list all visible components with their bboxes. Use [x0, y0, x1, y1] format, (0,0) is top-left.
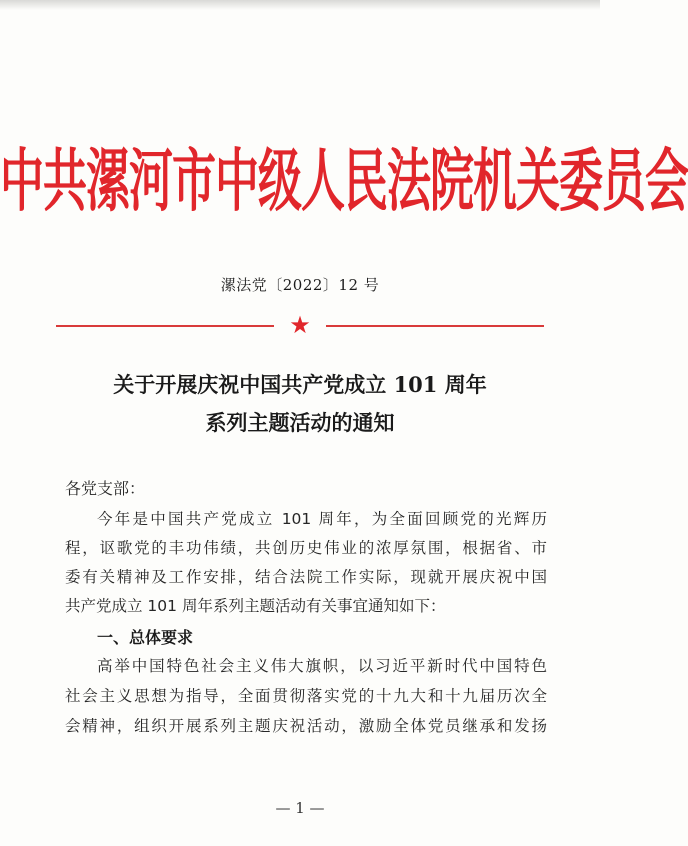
page-number: — 1 — — [275, 799, 325, 817]
red-divider — [56, 311, 544, 339]
paragraph-1-line-1: 今年是中国共产党成立 101 周年，为全面回顾党的光辉历 — [97, 510, 547, 528]
paragraph-2-line-2: 社会主义思想为指导，全面贯彻落实党的十九大和十九届历次全 — [65, 687, 547, 705]
scan-edge — [0, 0, 600, 10]
document-header-title: 中共漯河市中级人民法院机关委员会 — [0, 142, 688, 222]
paragraph-2-line-1: 高举中国特色社会主义伟大旗帜，以习近平新时代中国特色 — [97, 657, 547, 675]
paragraph-2-line-3: 会精神，组织开展系列主题庆祝活动，激励全体党员继承和发扬 — [65, 717, 547, 735]
divider-line-right — [326, 325, 544, 327]
salutation: 各党支部： — [65, 479, 146, 498]
notice-title-line-1: 关于开展庆祝中国共产党成立 101 周年 — [113, 372, 487, 397]
star-icon: ★ — [289, 311, 311, 339]
divider-line-left — [56, 325, 274, 327]
document-number: 漯法党〔2022〕12 号 — [220, 276, 380, 294]
section-heading-1: 一、总体要求 — [97, 628, 194, 647]
notice-title-line-2: 系列主题活动的通知 — [205, 410, 395, 435]
paragraph-1-line-3: 委有关精神及工作安排，结合法院工作实际，现就开展庆祝中国 — [65, 568, 547, 586]
paragraph-1-line-4: 共产党成立 101 周年系列主题活动有关事宜通知如下： — [65, 597, 446, 615]
paragraph-1-line-2: 程，讴歌党的丰功伟绩，共创历史伟业的浓厚氛围，根据省、市 — [65, 539, 547, 557]
